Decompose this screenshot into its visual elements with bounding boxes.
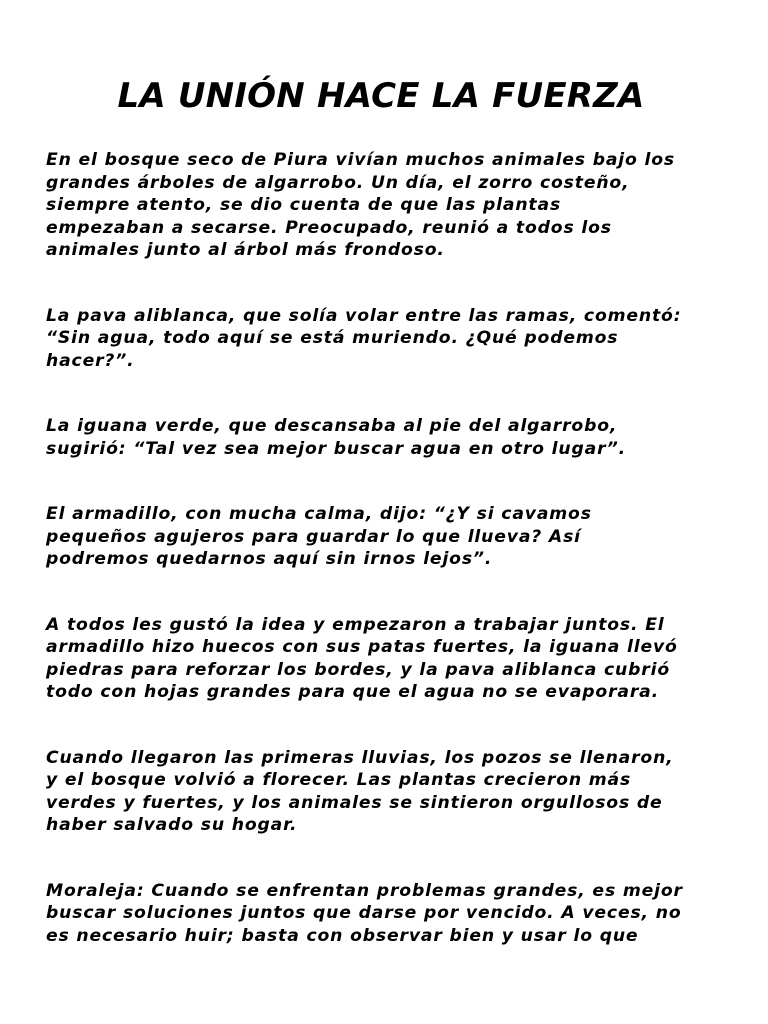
paragraph-moral bbox=[46, 880, 736, 948]
text-line: La pava aliblanca, que solía volar entre las ramas, comentó: bbox=[46, 305, 682, 326]
text-line: y el bosque volvió a florecer. Las plantas crecieron más bbox=[46, 770, 632, 790]
text-line: haber salvado su hogar. bbox=[46, 815, 298, 835]
text-line: grandes árboles de algarrobo. Un día, el zorro costeño, bbox=[46, 172, 630, 193]
text-line: El armadillo, con mucha calma, dijo: “¿Y si cavamos bbox=[46, 504, 592, 524]
text-line: sugirió: “Tal vez sea mejor buscar agua en otro lugar”. bbox=[46, 438, 627, 459]
text-line: armadillo hizo huecos con sus patas fuertes, la iguana llevó bbox=[46, 637, 678, 657]
text-line: animales junto al árbol más frondoso. bbox=[46, 240, 445, 260]
story-body bbox=[46, 149, 736, 990]
text-line: empezaban a secarse. Preocupado, reunió a todos los bbox=[46, 217, 612, 238]
text-line: A todos les gustó la idea y empezaron a trabajar juntos. El bbox=[46, 614, 665, 635]
paragraph-teamwork bbox=[46, 614, 736, 704]
text-line: Cuando llegaron las primeras lluvias, los pozos se llenaron, bbox=[46, 747, 674, 768]
text-line: hacer?”. bbox=[46, 350, 135, 371]
text-line: pequeños agujeros para guardar lo que llueva? Así bbox=[46, 526, 581, 547]
text-line: piedras para reforzar los bordes, y la pava aliblanca cubrió bbox=[46, 659, 670, 680]
text-line: todo con hojas grandes para que el agua no se evaporara. bbox=[46, 682, 660, 702]
text-line: La iguana verde, que descansaba al pie del algarrobo, bbox=[46, 416, 618, 436]
text-line: “Sin agua, todo aquí se está muriendo. ¿Qué podemos bbox=[46, 328, 619, 348]
paragraph-pava bbox=[46, 305, 736, 373]
text-line: siempre atento, se dio cuenta de que las plantas bbox=[46, 195, 562, 215]
text-line: En el bosque seco de Piura vivían muchos animales bajo los bbox=[46, 150, 676, 170]
text-line: buscar soluciones juntos que darse por vencido. A veces, no bbox=[46, 903, 682, 923]
text-line: podremos quedarnos aquí sin irnos lejos”. bbox=[46, 549, 493, 569]
paragraph-armadillo bbox=[46, 503, 736, 571]
text-line: es necesario huir; basta con observar bien y usar lo que bbox=[46, 925, 639, 946]
paragraph-rain bbox=[46, 747, 736, 837]
paragraph-iguana bbox=[46, 415, 736, 460]
text-line: Moraleja: Cuando se enfrentan problemas grandes, es mejor bbox=[46, 880, 683, 901]
paragraph-intro bbox=[46, 149, 736, 262]
text-line: verdes y fuertes, y los animales se sintieron orgullosos de bbox=[46, 792, 663, 813]
document-title: LA UNIÓN HACE LA FUERZA bbox=[117, 76, 645, 116]
